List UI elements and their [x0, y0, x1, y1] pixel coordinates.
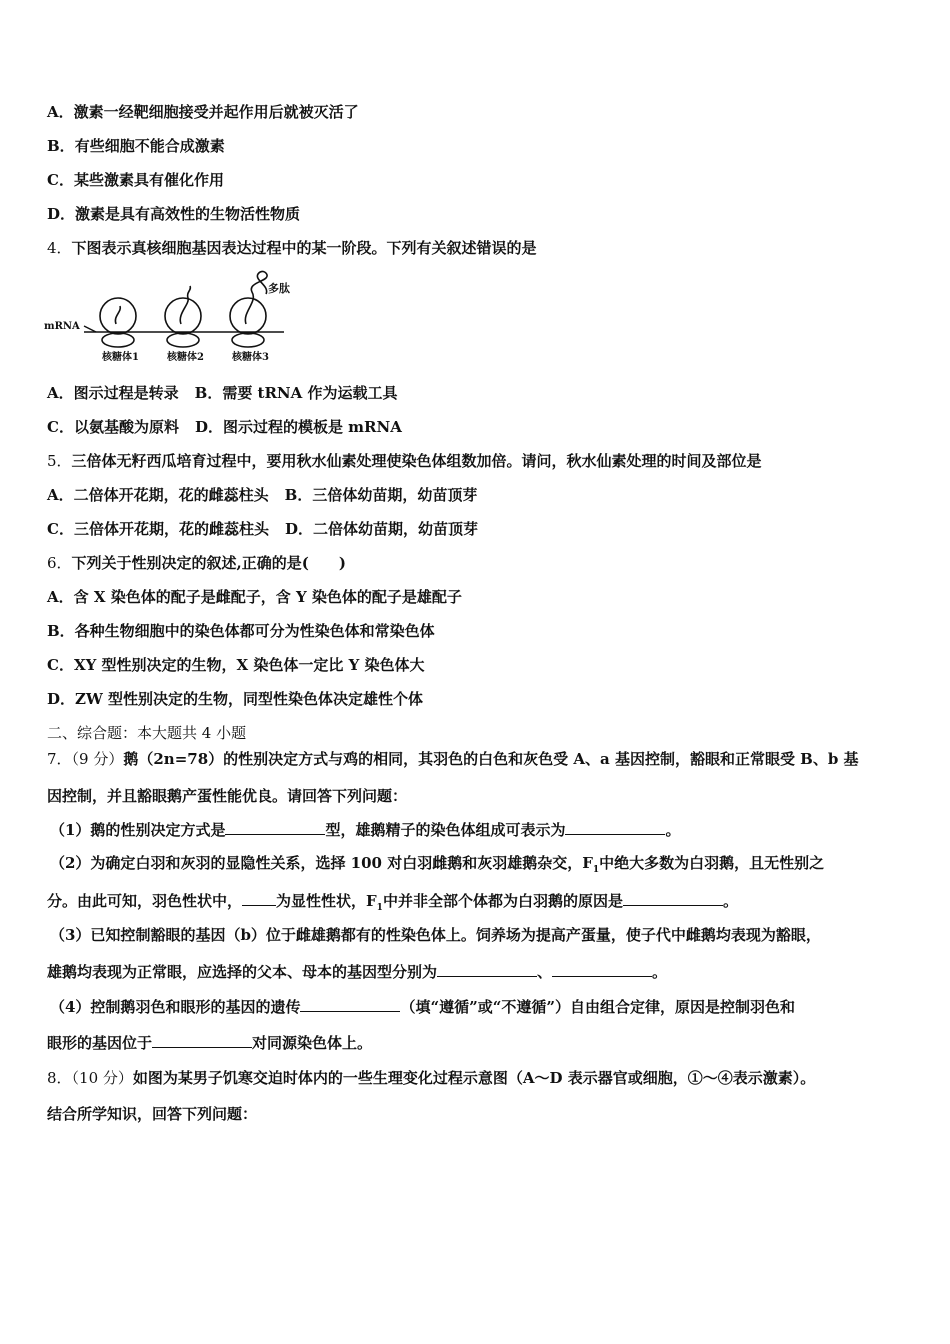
- ribosome-2: [165, 286, 201, 347]
- q3-option-d: D．激素是具有高效性的生物活性物质: [47, 205, 301, 223]
- q4-stem: 4．下图表示真核细胞基因表达过程中的某一阶段。下列有关叙述错误的是: [47, 239, 537, 257]
- q7-part4-line1: （4）控制鹅羽色和眼形的基因的遗传 （填“遵循”或“不遵循”）自由组合定律，原因是控制羽色和: [50, 998, 795, 1016]
- answer-blank[interactable]: [552, 961, 652, 977]
- q6-option-b: B．各种生物细胞中的染色体都可分为性染色体和常染色体: [47, 622, 435, 640]
- q7-stem-line2: 因控制，并且豁眼鹅产蛋性能优良。请回答下列问题：: [47, 787, 408, 805]
- q8-stem-line1: 8．（10 分）如图为某男子饥寒交迫时体内的一些生理变化过程示意图（A～D 表示器官或细胞，①～④表示激素）。: [47, 1069, 816, 1087]
- q7-part3-line2: 雄鹅均表现为正常眼，应选择的父本、母本的基因型分别为 、 。: [47, 963, 668, 981]
- peptide-label: 多肽: [268, 282, 290, 295]
- q5-options-cd: C．三倍体开花期，花的雌蕊柱头 D．二倍体幼苗期，幼苗顶芽: [47, 520, 478, 538]
- q7-part1: （1）鹅的性别决定方式是 型，雄鹅精子的染色体组成可表示为 。: [50, 821, 681, 839]
- ribosome-3-label: 核糖体3: [232, 352, 269, 363]
- ribosome-1-label: 核糖体1: [102, 352, 139, 363]
- answer-blank[interactable]: [565, 819, 665, 835]
- answer-blank[interactable]: [225, 819, 325, 835]
- answer-blank[interactable]: [623, 890, 723, 906]
- mrna-label: mRNA: [44, 321, 80, 332]
- q5-options-ab: A．二倍体开花期，花的雌蕊柱头 B．三倍体幼苗期，幼苗顶芽: [47, 486, 478, 504]
- answer-blank[interactable]: [300, 996, 400, 1012]
- q4-options-cd: C．以氨基酸为原料 D．图示过程的模板是 mRNA: [47, 418, 402, 436]
- answer-blank[interactable]: [437, 961, 537, 977]
- q8-stem-line2: 结合所学知识，回答下列问题：: [47, 1105, 258, 1123]
- q6-option-d: D．ZW 型性别决定的生物，同型性染色体决定雄性个体: [47, 690, 424, 708]
- translation-figure: [40, 268, 300, 372]
- q3-option-a: A．激素一经靶细胞接受并起作用后就被灭活了: [47, 103, 359, 121]
- ribosome-1: [100, 298, 136, 347]
- ribosome-2-label: 核糖体2: [167, 352, 204, 363]
- q7-part3-line1: （3）已知控制豁眼的基因（b）位于雌雄鹅都有的性染色体上。饲养场为提高产蛋量，使子代中雌鹅均表现为豁眼，: [50, 926, 821, 944]
- ribosome-3: [230, 271, 267, 347]
- q7-stem-line1: 7．（9 分）鹅（2n=78）的性别决定方式与鸡的相同，其羽色的白色和灰色受 A、a 基因控制，豁眼和正常眼受 B、b 基: [47, 750, 859, 768]
- mrna-tail: [84, 326, 96, 332]
- q7-part2-line1: （2）为确定白羽和灰羽的显隐性关系，选择 100 对白羽雌鹅和灰羽雄鹅杂交，$F_1$中绝大多数为白羽鹅，且无性别之: [50, 854, 825, 875]
- q3-option-b: B．有些细胞不能合成激素: [47, 137, 225, 155]
- answer-blank[interactable]: [152, 1032, 252, 1048]
- q3-option-c: C．某些激素具有催化作用: [47, 171, 224, 189]
- q6-option-c: C．XY 型性别决定的生物，X 染色体一定比 Y 染色体大: [47, 656, 425, 674]
- q6-stem: 6．下列关于性别决定的叙述,正确的是( ): [47, 554, 346, 572]
- q7-part2-line2: 分。由此可知，羽色性状中， 为显性性状，$F_1$中并非全部个体都为白羽鹅的原因是 。: [47, 892, 738, 913]
- q4-options-ab: A．图示过程是转录 B．需要 tRNA 作为运载工具: [47, 384, 398, 402]
- q6-option-a: A．含 X 染色体的配子是雌配子，含 Y 染色体的配子是雄配子: [47, 588, 462, 606]
- q7-part4-line2: 眼形的基因位于 对同源染色体上。: [47, 1034, 373, 1052]
- section-heading: 二、综合题：本大题共 4 小题: [47, 724, 247, 742]
- q5-stem: 5．三倍体无籽西瓜培育过程中，要用秋水仙素处理使染色体组数加倍。请问，秋水仙素处理的时间及部位是: [47, 452, 762, 470]
- answer-blank[interactable]: [242, 890, 276, 906]
